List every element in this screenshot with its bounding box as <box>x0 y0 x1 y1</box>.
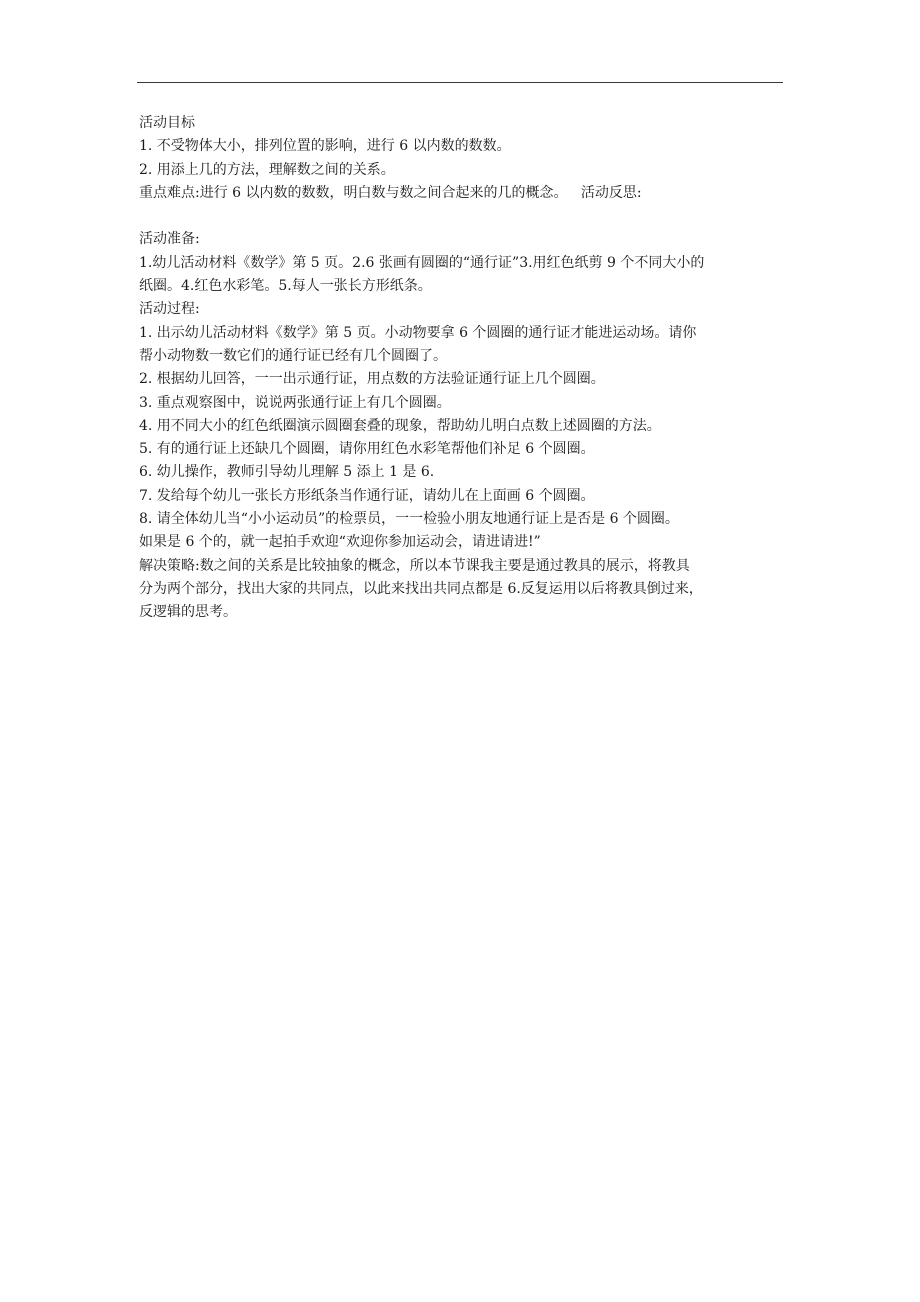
process-step-1-line-2: 帮小动物数一数它们的通行证已经有几个圆圈了。 <box>139 347 447 364</box>
strategy-line-1: 解决策略:数之间的关系是比较抽象的概念，所以本节课我主要是通过教具的展示，将教具 <box>139 557 690 574</box>
process-step-5: 5. 有的通行证上还缺几个圆圈，请你用红色水彩笔帮他们补足 6 个圆圈。 <box>139 441 595 458</box>
process-step-8-line-2: 如果是 6 个的，就一起拍手欢迎“欢迎你参加运动会，请进请进!” <box>139 534 541 551</box>
process-step-8-line-1: 8. 请全体幼儿当“小小运动员”的检票员，一一检验小朋友地通行证上是否是 6 个圆圈。 <box>139 511 679 528</box>
process-step-4: 4. 用不同大小的红色纸圈演示圆圈套叠的现象，帮助幼儿明白点数上述圆圈的方法。 <box>139 417 661 434</box>
strategy-line-2: 分为两个部分，找出大家的共同点，以此来找出共同点都是 6.反复运用以后将教具倒过来， <box>139 580 703 597</box>
blank-line <box>139 205 787 228</box>
preparation-heading: 活动准备: <box>139 231 200 248</box>
process-heading: 活动过程: <box>139 301 200 318</box>
process-step-6: 6. 幼儿操作，教师引导幼儿理解 5 添上 1 是 6. <box>139 464 435 481</box>
goal-item-1: 1. 不受物体大小，排列位置的影响，进行 6 以内数的数数。 <box>139 138 511 155</box>
preparation-line-1: 1.幼儿活动材料《数学》第 5 页。2.6 张画有圆圈的“通行证”3.用红色纸剪 9 个不同大小的 <box>139 254 705 271</box>
key-points-line <box>139 182 787 205</box>
header-rule <box>137 82 783 83</box>
process-step-7: 7. 发给每个幼儿一张长方形纸条当作通行证，请幼儿在上面画 6 个圆圈。 <box>139 487 595 504</box>
key-points: 重点难点:进行 6 以内数的数数，明白数与数之间合起来的几的概念。 <box>139 184 568 201</box>
goal-item-2: 2. 用添上几的方法，理解数之间的关系。 <box>139 161 395 178</box>
reflection-label: 活动反思: <box>580 184 642 201</box>
preparation-line-2: 纸圈。4.红色水彩笔。5.每人一张长方形纸条。 <box>139 278 432 295</box>
strategy-line-3: 反逻辑的思考。 <box>139 604 237 621</box>
document-body <box>139 112 787 625</box>
process-step-2: 2. 根据幼儿回答，一一出示通行证，用点数的方法验证通行证上几个圆圈。 <box>139 371 605 388</box>
process-step-1-line-1: 1. 出示幼儿活动材料《数学》第 5 页。小动物要拿 6 个圆圈的通行证才能进运动场。请你 <box>139 324 697 341</box>
process-step-3: 3. 重点观察图中，说说两张通行证上有几个圆圈。 <box>139 394 451 411</box>
goals-heading: 活动目标 <box>139 115 195 131</box>
